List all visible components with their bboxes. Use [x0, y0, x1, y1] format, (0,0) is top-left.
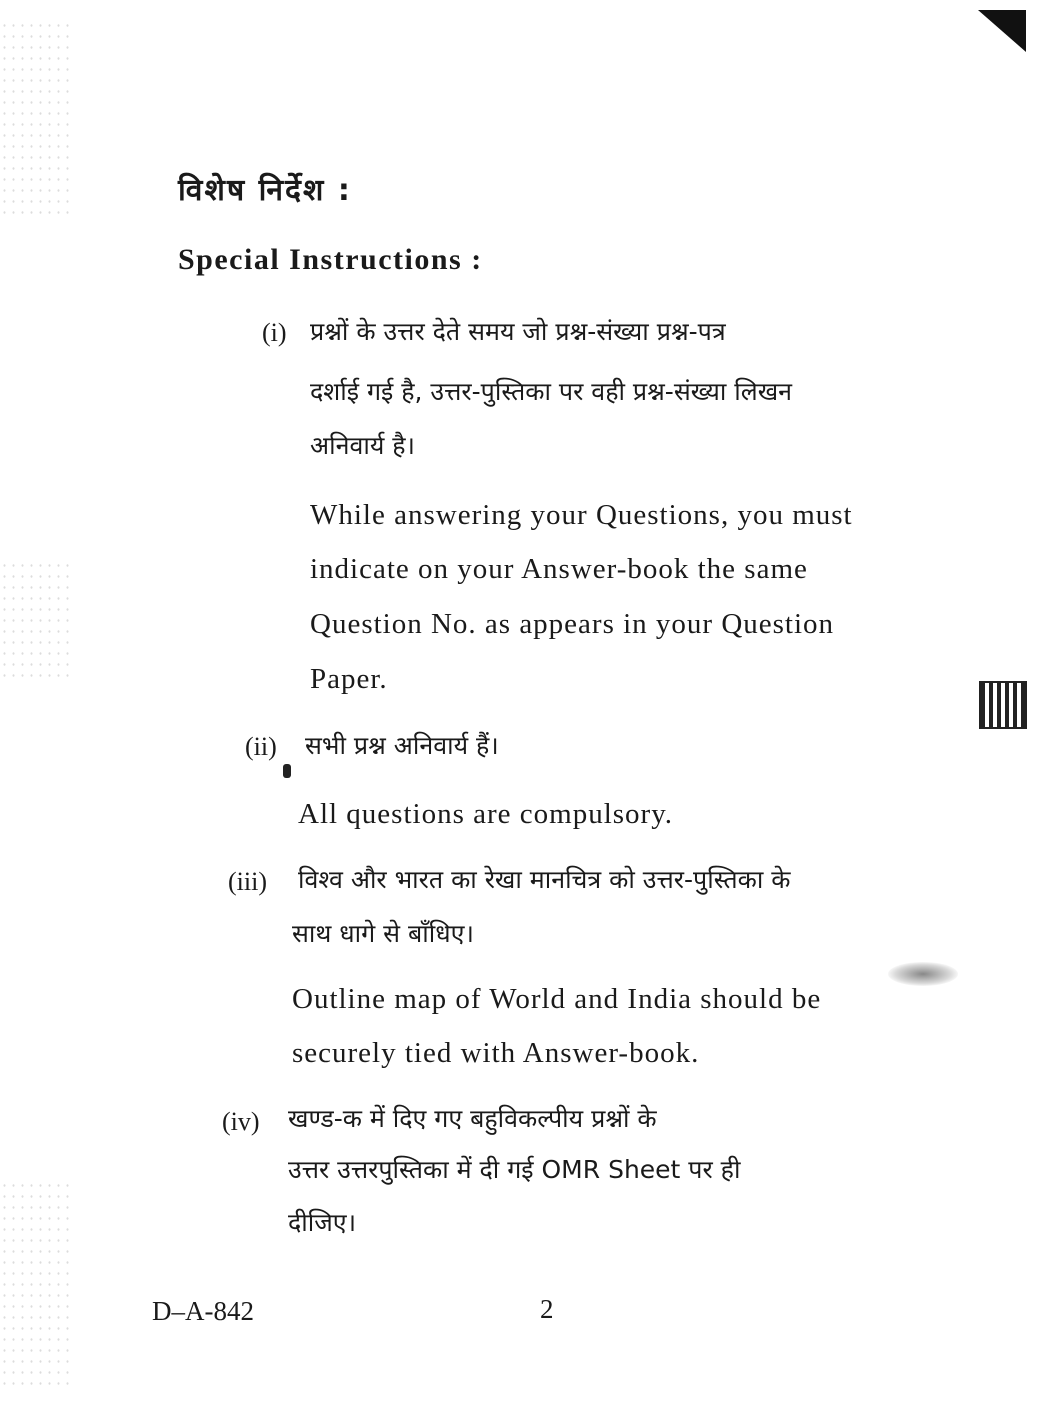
instruction-hindi-line: प्रश्नों के उत्तर देते समय जो प्रश्न-संख्या प्रश्न-पत्र	[310, 317, 726, 346]
instruction-english-line: Paper.	[310, 663, 388, 695]
instruction-english-line: Question No. as appears in your Question	[310, 608, 835, 640]
instruction-english-line: indicate on your Answer-book the same	[310, 553, 808, 585]
instruction-hindi-line: उत्तर उत्तरपुस्तिका में दी गई OMR Sheet पर ही	[288, 1155, 741, 1184]
heading-english: Special Instructions :	[178, 243, 483, 276]
scan-noise	[0, 1180, 70, 1390]
instruction-english-line: While answering your Questions, you must	[310, 499, 853, 531]
qr-code	[979, 681, 1027, 729]
instruction-number: (ii)	[245, 732, 277, 761]
scan-noise	[0, 20, 70, 220]
instruction-hindi-line: साथ धागे से बाँधिए।	[292, 919, 474, 948]
instruction-english-line: securely tied with Answer-book.	[292, 1037, 700, 1069]
scan-noise	[0, 560, 70, 680]
paper-code: D–A-842	[152, 1296, 254, 1326]
instruction-number: (iv)	[222, 1107, 260, 1136]
heading-hindi: विशेष निर्देश :	[178, 173, 352, 208]
instruction-hindi-line: दर्शाई गई है, उत्तर-पुस्तिका पर वही प्रश्न-संख्या लिखन	[310, 377, 793, 406]
instruction-english-line: Outline map of World and India should be	[292, 983, 822, 1015]
instruction-number: (iii)	[228, 867, 267, 896]
instruction-english-line: All questions are compulsory.	[298, 798, 674, 830]
instruction-hindi-line: दीजिए।	[288, 1208, 357, 1237]
instruction-hindi-line: अनिवार्य है।	[310, 431, 416, 460]
instruction-number: (i)	[262, 318, 287, 347]
scan-smudge	[888, 962, 958, 986]
ink-blot	[283, 764, 291, 778]
instruction-hindi-line: विश्व और भारत का रेखा मानचित्र को उत्तर-पुस्तिका के	[298, 865, 791, 894]
instruction-hindi-line: सभी प्रश्न अनिवार्य हैं।	[305, 731, 499, 760]
instruction-hindi-line: खण्ड-क में दिए गए बहुविकल्पीय प्रश्नों के	[288, 1104, 657, 1133]
corner-registration-mark	[978, 10, 1026, 52]
page-number: 2	[540, 1294, 554, 1324]
